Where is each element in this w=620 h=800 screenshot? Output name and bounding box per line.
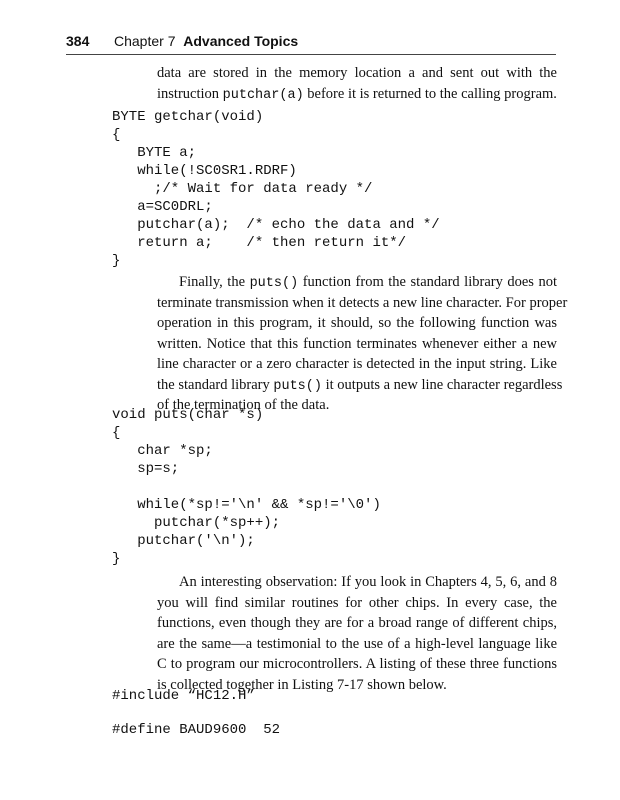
- code-block-getchar: [112, 108, 440, 270]
- code-line: putchar(a); /* echo the data and */: [112, 217, 440, 233]
- chapter-topic: Advanced Topics: [183, 33, 299, 49]
- code-line: #define BAUD9600 52: [112, 722, 281, 738]
- code-line: [112, 478, 381, 496]
- paragraph-line: line character or a zero character is detected in the input string. Like: [157, 356, 557, 372]
- inline-code: puts(): [249, 276, 299, 291]
- inline-code: puts(): [273, 378, 322, 394]
- paragraph-line: data are stored in the memory location a and sent out with the: [157, 65, 557, 81]
- code-block-puts: [112, 406, 381, 568]
- paragraph-line: you will find similar routines for other chips. In every case, the: [157, 594, 557, 611]
- paragraph-line: are the same—a testimonial to the use of a high-level language like: [157, 635, 557, 652]
- code-line: {: [112, 425, 121, 441]
- text-run: it outputs a new line character regardless: [321, 376, 563, 393]
- paragraph-line: operation in this program, it should, so the following function was: [157, 315, 557, 331]
- paragraph-line: functions, even though they are for a broad range of different chips,: [157, 615, 557, 631]
- paragraph-line: [157, 84, 557, 105]
- code-line: while(*sp!='\n' && *sp!='\0'): [112, 497, 381, 513]
- inline-code: putchar(a): [222, 87, 304, 103]
- text-run: function from the standard library does not: [298, 274, 558, 290]
- text-run: the standard library: [157, 376, 274, 393]
- paragraph-line: is collected together in Listing 7-17 shown below.: [157, 676, 447, 693]
- code-line: char *sp;: [112, 443, 213, 459]
- paragraph-line: of the termination of the data.: [157, 397, 330, 413]
- code-line: }: [112, 551, 121, 567]
- paragraph-line: [157, 272, 557, 293]
- code-line: void puts(char *s): [112, 407, 264, 423]
- code-line: a=SC0DRL;: [112, 199, 213, 215]
- paragraph-puts: [157, 272, 568, 416]
- code-line: return a; /* then return it*/: [112, 235, 407, 251]
- paragraph-intro: [157, 63, 557, 104]
- code-line: putchar(*sp++);: [112, 515, 281, 531]
- chapter-label: Chapter 7: [114, 33, 176, 49]
- chapter-title: [114, 33, 298, 49]
- code-line: BYTE a;: [112, 145, 197, 161]
- text-run: instruction: [157, 85, 223, 102]
- text-run: before it is returned to the calling program.: [303, 85, 557, 102]
- code-line: ;/* Wait for data ready */: [112, 181, 373, 197]
- text-run: Finally, the: [179, 274, 250, 290]
- code-line: BYTE getchar(void): [112, 109, 264, 125]
- paragraph-observation: [157, 572, 557, 695]
- code-line: [112, 705, 280, 722]
- paragraph-line: terminate transmission when it detects a new line character. For proper: [157, 294, 568, 311]
- code-block-header: [112, 688, 280, 739]
- paragraph-line: An interesting observation: If you look in Chapters 4, 5, 6, and 8: [179, 574, 557, 590]
- paragraph-line: written. Notice that this function terminates whenever either a new: [157, 335, 557, 352]
- paragraph-line: C to program our microcontrollers. A listing of these three functions: [157, 656, 557, 672]
- code-line: #include “HC12.H”: [112, 688, 255, 704]
- page-number: 384: [66, 33, 90, 49]
- code-line: while(!SC0SR1.RDRF): [112, 163, 297, 179]
- code-line: {: [112, 127, 121, 143]
- code-line: }: [112, 253, 121, 269]
- paragraph-line: [157, 375, 563, 396]
- code-line: putchar('\n');: [112, 533, 255, 549]
- code-line: sp=s;: [112, 461, 180, 477]
- running-header: [66, 32, 556, 55]
